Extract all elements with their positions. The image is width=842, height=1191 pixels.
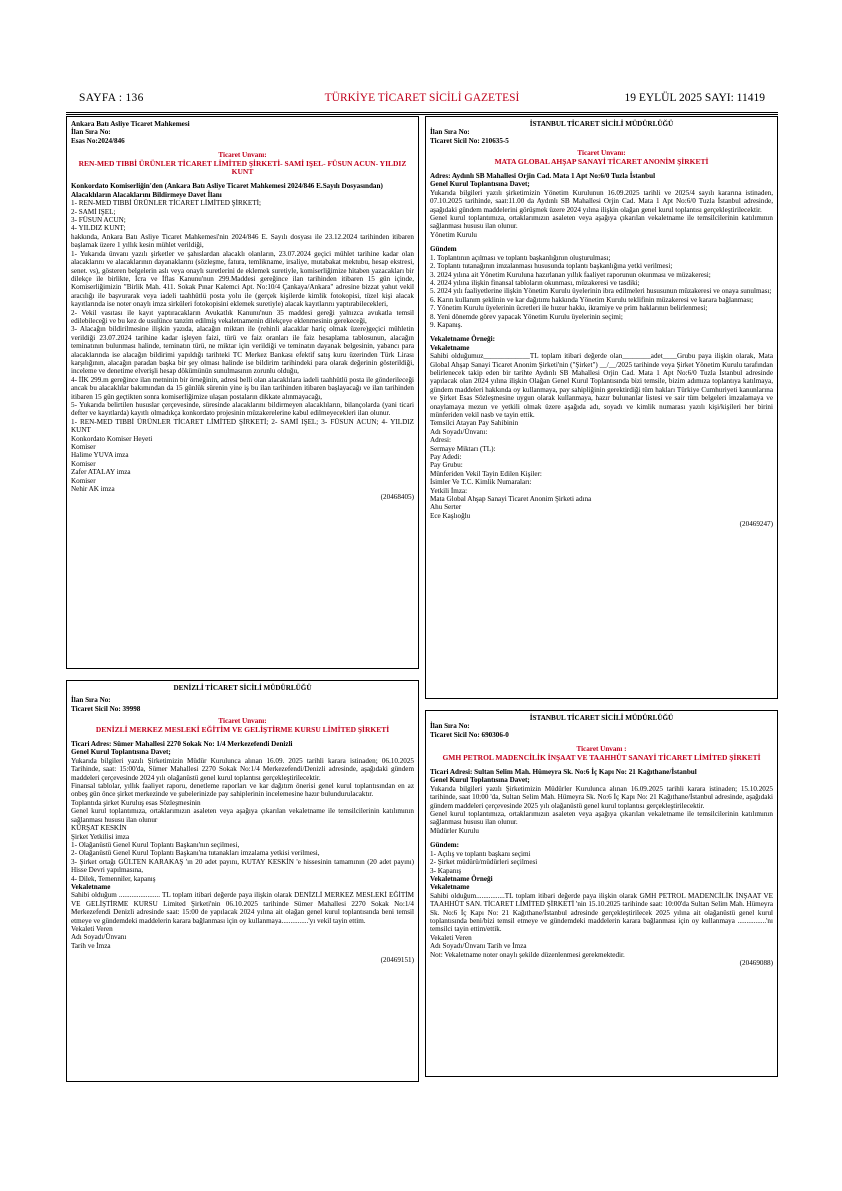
ilan-sira: İlan Sıra No:: [71, 696, 111, 705]
paragraph: Toplantıda şirket Kuruluş esas Sözleşmesinin: [71, 798, 201, 807]
reference-number: (20469151): [380, 956, 414, 965]
agenda-item: 1- Açılış ve toplantı başkanı seçimi: [430, 849, 531, 858]
signer-line: Komiser: [71, 443, 96, 452]
agenda-title: Gündem:: [430, 841, 459, 850]
list-item: 4- YILDIZ KUNT;: [71, 224, 126, 233]
paragraph: Genel kurul toplantımıza, ortaklarımızın asaleten veya aşağıya çıkarılan vekaletname ile temsilcilerinin katılımının sağlanması hususu ilan olunur.: [430, 810, 773, 827]
sicil-no: Ticaret Sicil No: 690306-0: [430, 730, 509, 739]
paragraph: 5- Yukarıda belirtilen hususlar çerçevesinde, süresinde alacaklarını bildirmeyen alacaklıların, bilançolarda (yani ticari defter ve kayıtlarda) kayıtlı olmadıkça konkordato projesinin müzakerelerine kabul edilmeyecekleri ilan olunur.: [71, 401, 414, 418]
esas-no: Esas No:2024/846: [71, 136, 125, 145]
form-field: Adresi:: [430, 436, 452, 445]
agenda-item: 9. Kapanış.: [430, 320, 463, 329]
notice-istanbul-mata-global: [425, 116, 778, 699]
proxy-sample-title: Vekaletname Örneği:: [430, 335, 495, 344]
notice-denizli: [66, 680, 419, 1082]
agenda-item: 8. Yeni dönemde görev yapacak Yönetim Kurulu üyelerinin seçimi;: [430, 312, 623, 321]
form-field: Yetkili İmza:: [430, 486, 468, 495]
address: Ticari Adres: Sümer Mahallesi 2270 Sokak No: 1/4 Merkezefendi Denizli: [71, 740, 293, 749]
paragraph: Yukarıda bilgileri yazılı şirketimizin Yönetim Kurulunun 16.09.2025 tarihli ve 2025/4 sayılı kararına istinaden, 07.10.2025 tarihinde, saat:11.00 da Aydınlı SB Mahallesi Orjin Cad. Mata 1 Apt No:6/0 Tuzla İstanbul adresinde, aşağıdaki gündem maddelerini görüşmek üzere 2024 yılına ilişkin olağan genel kurul toplantısı gerçekleştirilecektir.: [430, 188, 773, 214]
notice-ankara-konkordato: [66, 116, 419, 669]
proxy-title: Vekaletname: [430, 343, 470, 352]
form-field: Adı Soyadı/Ünvanı: [71, 933, 127, 942]
sicil-no: Ticaret Sicil No: 39998: [71, 704, 141, 713]
agenda-item: 2. Toplantı tutanağının imzalanması hususunda toplantı başkanlığına yetki verilmesi;: [430, 262, 673, 271]
paragraph: 4- İİK 299.m gereğince ilan metninin bir örneğinin, adresi belli olan alacaklılara iadeli taahhütlü posta ile gönderileceği ancak bu alacaklılar bakımından da 15 günlük sürenin yine iş bu ilan tarihinden itibaren başlayacağı ve ilan tarihinden itibaren 15 gün geçtikten sonra komiserliğimize ulaşan postaların dikkate alınmayacağı,: [71, 375, 414, 401]
paragraph: Yönetim Kurulu: [430, 230, 478, 239]
gazette-header: [79, 92, 765, 108]
court-name: Ankara Batı Asliye Ticaret Mahkemesi: [71, 120, 190, 128]
form-field: Pay Adedi:: [430, 453, 462, 462]
signer-line: Komiser: [71, 459, 96, 468]
signer-name: KÜRŞAT KESKİN: [71, 824, 127, 833]
form-field: Tarih ve İmza: [71, 941, 111, 950]
sicil-no: Ticaret Sicil No: 210635-5: [430, 136, 509, 145]
notice-heading: Konkordato Komiserliğin'den (Ankara Batı Asliye Ticaret Mahkemesi 2024/846 E.Sayılı Dosyasından): [71, 182, 383, 191]
notice-subheading: Alacaklıların Alacaklarını Bildirmeye Davet İlanı: [71, 190, 222, 199]
unvan-label: Ticaret Unvanı:: [218, 151, 267, 160]
proxy-text: Sahibi olduğum................TL toplam itibari değerde paya ilişkin olarak GMH PETROL MADENCİLİK İNŞAAT VE TAAHHÜT SAN. TİCARET LİMİTED ŞİRKETİ 'nin 15.10.2025 tarihinde saat: 10:00'da Sultan Selim Mah. Hümeyra Sk. No:6 İç Kapı No: 21 Kağıthane/İstanbul adresinde gerçekleştirilecek 2025 yılına ait olağanüstü genel kurul toplantısında beni/bizi temsil etmeye ve gündemdeki maddelerin karara bağlanması için oy kullanmaya ................'nı temsilci tayin ettim/ettik.: [430, 891, 773, 934]
agenda-item: 6. Karın kullanım şeklinin ve kar dağıtımı hakkında Yönetim Kurulu teklifinin müzakeresi ve karara bağlanması;: [430, 295, 754, 304]
list-item: 2- SAMİ IŞEL;: [71, 207, 116, 216]
address: Adres: Aydınlı SB Mahallesi Orjin Cad. Mata 1 Apt No:6/0 Tuzla İstanbul: [430, 172, 656, 181]
unvan-label: Ticaret Unvanı :: [576, 745, 627, 754]
form-field: Münferiden Vekil Tayin Edilen Kişiler:: [430, 469, 542, 478]
proxy-text: Sahibi olduğumuz_____________TL toplam itibari değerde olan________adet____Grubu paya ilişkin olarak, Mata Global Ahşap Sanayi Ticaret Anonim Şirketi'nin ("Şirket") __/__/2025 tarihinde veya Şirket Yönetim Kurulu tarafından belirlenecek takip eden bir tarihte Aydınlı SB Mahallesi Orjin Cad. Mata 1 Apt No:6/0 Tuzla İstanbul adresinde yapılacak olan 2024 yılına ilişkin Olağan Genel Kurul Toplantısında bizi temsile, bizim adımıza toplantıya katılmaya, gündem maddeleri hakkında oy kullanmaya, pay sahipliğinin gerektirdiği tüm hakları Türkiye Cumhuriyeti kanunlarına ve Şirket Esas Sözleşmesine uygun olarak kullanmaya, hazır bulunanlar listesi ve sair tüm belgeleri imzalamaya ve onaylamaya mezun ve yetkili olmak üzere aşağıda adı, soyadı ve kimlik numarası yazılı kişi/kişileri her birini münferiden vekil nasb ve tayin ettik.: [430, 352, 773, 419]
reference-number: (20469247): [739, 520, 773, 529]
ilan-sira: İlan Sıra No:: [430, 128, 470, 137]
ilan-sira: İlan Sıra No:: [71, 128, 111, 137]
form-field: Vekaleti Veren: [71, 924, 113, 933]
meeting-invitation: Genel Kurul Toplantısına Davet;: [71, 748, 171, 757]
paragraph: 1- Yukarıda ünvanı yazılı şirketler ve şahıslardan alacaklı olanların, 23.07.2024 geçici mühlet tarihine kadar olan alacaklarını ve alacaklarının dayanaklarını (sözleşme, fatura, temlikname, irsaliye, mutabakat mektubu, hesap ekstresi, senet. vs), gösteren belgelerin aslı veya onaylı suretlerini de eklemek suretiyle, komiserliğimize hitaben yazacakları bir dilekçe ile birlikte, İcra ve İflas Kanunu'nun 299.Maddesi gereğince ilan tarihinden itibaren 15 gün içinde, Komiserliğimizin "Birlik Mah. 411. Sokak Pınar Kalemci Apt. No:10/4 Çankaya/Ankara" adresine bizzat yahut vekil aracılığı ile başvurarak veya iadeli taahhütlü posta yolu ile (gerçek kişilerde kimlik fotokopisi, tüzel kişi alacak kayıtlarında ise noter onaylı imza sirküleri fotokopisini eklemek suretiyle) alacak kayıtlarını yaptırabilecekleri,: [71, 249, 414, 309]
header-rule-top: [66, 112, 778, 113]
company-title: REN-MED TIBBİ ÜRÜNLER TİCARET LİMİTED ŞİRKETİ- SAMİ IŞEL- FÜSUN ACUN- YILDIZ KUNT: [78, 158, 407, 177]
agenda-item: 2- Şirket müdürü/müdürleri seçilmesi: [430, 858, 538, 867]
gazette-title: TÜRKİYE TİCARET SİCİLİ GAZETESİ: [324, 92, 520, 104]
paragraph: 2- Vekil vasıtası ile kayıt yaptıracakların Avukatlık Kanunu'nun 35 maddesi gereği yalnızca avukatla temsil edilebileceği ve bu kez de usulünce tanzim edilmiş vekaletnamenin dilekçeye eklenmesinin gerekeceği,: [71, 308, 414, 325]
agenda-item: 4. 2024 yılına ilişkin finansal tabloların okunması, müzakeresi ve tasdiki;: [430, 278, 640, 287]
form-field: Ahu Serter: [430, 503, 462, 512]
notice-istanbul-gmh-petrol: [425, 710, 778, 1077]
issue-date: 19 EYLÜL 2025 SAYI: 11419: [624, 92, 765, 104]
agenda-item: 7. Yönetim Kurulu üyelerinin ücretleri ile huzur hakkı, ikramiye ve prim haklarının belirlenmesi;: [430, 304, 708, 313]
company-title: DENİZLİ MERKEZ MESLEKİ EĞİTİM VE GELİŞTİRME KURSU LİMİTED ŞİRKETİ: [95, 724, 390, 734]
page-number: SAYFA : 136: [79, 92, 144, 104]
agenda-title: Gündem: [430, 245, 457, 254]
list-item: 1- REN-MED TIBBİ ÜRÜNLER TİCARET LİMİTED ŞİRKETİ;: [71, 199, 262, 208]
paragraph: hakkında, Ankara Batı Asliye Ticaret Mahkemesi'nin 2024/846 E. Sayılı dosyası ile 23.12.2024 tarihinden itibaren başlamak üzere 1 yıllık kesin mühlet verildiği,: [71, 232, 414, 250]
form-field: Mata Global Ahşap Sanayi Ticaret Anonim Şirketi adına: [430, 495, 592, 504]
signer-line: Konkordato Komiser Heyeti: [71, 434, 153, 443]
company-title: MATA GLOBAL AHŞAP SANAYİ TİCARET ANONİM ŞİRKETİ: [494, 156, 709, 166]
agenda-item: 2- Olağanüstü Genel Kurul Toplantı Başkanı'na tutanakları imzalama yetkisi verilmesi,: [71, 849, 320, 858]
proxy-title: Vekaletname: [71, 882, 111, 891]
signer-line: Zafer ATALAY imza: [71, 468, 131, 477]
header-rule-bottom: [66, 114, 778, 115]
paragraph: Yukarıda bilgileri yazılı Şirketimizin Müdürler Kurulunca alınan 16.09.2025 tarihli karara istinaden; 15.10.2025 tarihinde, saat 10:00 'da, Sultan Selim Mah. Hümeyra Sk. No:6 İç Kapı No: 21 Kağıthane/İstanbul adresinde, aşağıdaki gündem maddeleri çerçevesinde 2025 yılı olağanüstü genel kurul toplantısı gerçekleştirilecektir.: [430, 784, 773, 810]
paragraph: Genel kurul toplantımıza, ortaklarımızın asaleten veya aşağıya çıkarılan vekaletname ile temsilcilerinin katılımının sağlanması hususu ilan olunur.: [430, 214, 773, 231]
paragraph: 1- REN-MED TIBBİ ÜRÜNLER TİCARET LİMİTED ŞİRKETİ; 2- SAMİ IŞEL; 3- FÜSUN ACUN; 4- YILDIZ KUNT: [71, 417, 414, 435]
form-field: Pay Grubu:: [430, 461, 463, 470]
unvan-label: Ticaret Unvanı:: [577, 149, 626, 158]
paragraph: Müdürler Kurulu: [430, 826, 479, 835]
registry-office: İSTANBUL TİCARET SİCİLİ MÜDÜRLÜĞÜ: [529, 120, 674, 128]
form-field: Temsilci Atayan Pay Sahibinin: [430, 419, 519, 428]
form-field: Vekaleti Veren: [430, 933, 472, 942]
list-item: 3- FÜSUN ACUN;: [71, 216, 126, 225]
form-field: Ece Kaşlıoğlu: [430, 511, 471, 520]
agenda-item: 4- Dilek, Temenniler, kapanış: [71, 874, 156, 883]
agenda-item: 5. 2024 yılı faaliyetlerine ilişkin Yönetim Kurulu üyelerinin ibra edilmeleri hususunun müzakeresi ve onaya sunulması;: [430, 287, 772, 296]
signer-line: Komiser: [71, 476, 96, 485]
agenda-item: 1. Toplantının açılması ve toplantı başkanlığının oluşturulması;: [430, 253, 611, 262]
signer-line: Halime YUVA imza: [71, 451, 129, 460]
agenda-item: 1- Olağanüstü Genel Kurul Toplantı Başkanı'nın seçilmesi,: [71, 840, 240, 849]
meeting-invitation: Genel Kurul Toplantısına Davet;: [430, 776, 530, 785]
reference-number: (20468405): [380, 493, 414, 502]
form-field: Not: Vekaletname noter onaylı şekilde düzenlenmesi gerekmektedir.: [430, 950, 625, 959]
form-field: Adı Soyadı/Ünvanı Tarih ve İmza: [430, 942, 527, 951]
unvan-label: Ticaret Unvanı:: [218, 717, 267, 726]
paragraph: 3- Alacağın bildirilmesine ilişkin yazıda, alacağın miktarı ile (rehinli alacaklar hariç olmak üzere)geçici mühletin verildiği 23.07.2024 tarihine kadar işleyen faizi, türü ve faiz oranları ile faiz hesaplama tablosunun, alacağın teminatının bulunması halinde, teminatın türü, ne miktar için verildiği ve teminatın dayanak belgesinin, yabancı para alacaklarında ise alacağın bildirimi yapıldığı tarihteki TC Merkez Bankası efektif satış kuru üzerinden Türk Lirası karşılığının, alacağın paradan başka bir şey olması halinde ise bildirim tarihindeki para olarak değerinin gösterildiği, inceleme ve denetime elverişli hesap dökümünün sunulmasının zorunlu olduğu,: [71, 325, 414, 376]
signer-line: Nehir AK imza: [71, 485, 115, 494]
signer-role: Şirket Yetkilisi imza: [71, 832, 130, 841]
proxy-text: Sahibi olduğum ....................... TL toplam itibari değerde paya ilişkin olarak DENİZLİ MERKEZ MESLEKİ EĞİTİM VE GELİŞTİRME KURSU Limited Şirketi'nin 06.10.2025 tarihinde Sümer Mahallesi 2270 Sokak No:1/4 Merkezefendi Denizli adresinde saat: 15:00 de yapılacak 2024 yılına ait olağan genel kurul toplantısında beni temsil etmeye ve gündemdeki maddelerin karara bağlanması için oy kullanmaya...............'yı vekil tayin ettim.: [71, 891, 414, 925]
registry-office: DENİZLİ TİCARET SİCİLİ MÜDÜRLÜĞÜ: [173, 684, 312, 692]
paragraph: Genel kurul toplantımıza, ortaklarımızın asaleten veya aşağıya çıkarılan vekaletname ile temsilcilerinin katılımının sağlanması hususu ilan olunur: [71, 807, 414, 824]
paragraph: Finansal tablolar, yıllık faaliyet raporu, denetleme raporları ve kar dağıtım önerisi genel kurul toplantısından en az onbeş gün önce şirket merkezinde ve şubelerinizde pay sahiplerinin incelemesine hazır bulundurulacaktır.: [71, 782, 414, 799]
proxy-title: Vekaletname: [430, 883, 470, 892]
proxy-sample-title: Vekaletname Örneği: [430, 874, 493, 883]
registry-office: İSTANBUL TİCARET SİCİLİ MÜDÜRLÜĞÜ: [529, 714, 674, 722]
agenda-item: 3- Kapanış: [430, 866, 462, 875]
meeting-invitation: Genel Kurul Toplantısına Davet;: [430, 180, 530, 189]
form-field: İsimler Ve T.C. Kimlik Numaraları:: [430, 478, 532, 487]
company-title: GMH PETROL MADENCİLİK İNŞAAT VE TAAHHÜT SANAYİ TİCARET LİMİTED ŞİRKETİ: [442, 752, 761, 762]
address: Ticari Adresi: Sultan Selim Mah. Hümeyra Sk. No:6 İç Kapı No: 21 Kağıthane/İstanbul: [430, 768, 697, 777]
form-field: Sermaye Miktarı (TL):: [430, 444, 496, 453]
form-field: Adı Soyadı/Ünvanı:: [430, 427, 488, 436]
agenda-item: 3. 2024 yılına ait Yönetim Kuruluna hazırlanan yıllık faaliyet raporunun okunması ve müzakeresi;: [430, 270, 711, 279]
reference-number: (20469088): [739, 958, 773, 967]
ilan-sira: İlan Sıra No:: [430, 722, 470, 731]
agenda-item: 3- Şirket ortağı GÜLTEN KARAKAŞ 'ın 20 adet payını, KUTAY KESKİN 'e hissesinin tamamının (20 adet payını) Hisse Devri yapılmasına,: [71, 857, 414, 875]
paragraph: Yukarıda bilgileri yazılı Şirketimizin Müdür Kurulunca alınan 16.09. 2025 tarihli karara istinaden; 06.10.2025 Tarihinde, saat: 15:00'da, Sümer Mahallesi 2270 Sokak No:1/4 Merkezefendi/Denizli adresinde, aşağıdaki gündem maddeleri çerçevesinde 2024 yılı olağanüstü genel kurul toplantısı gerçekleştirilecektir.: [71, 756, 414, 782]
